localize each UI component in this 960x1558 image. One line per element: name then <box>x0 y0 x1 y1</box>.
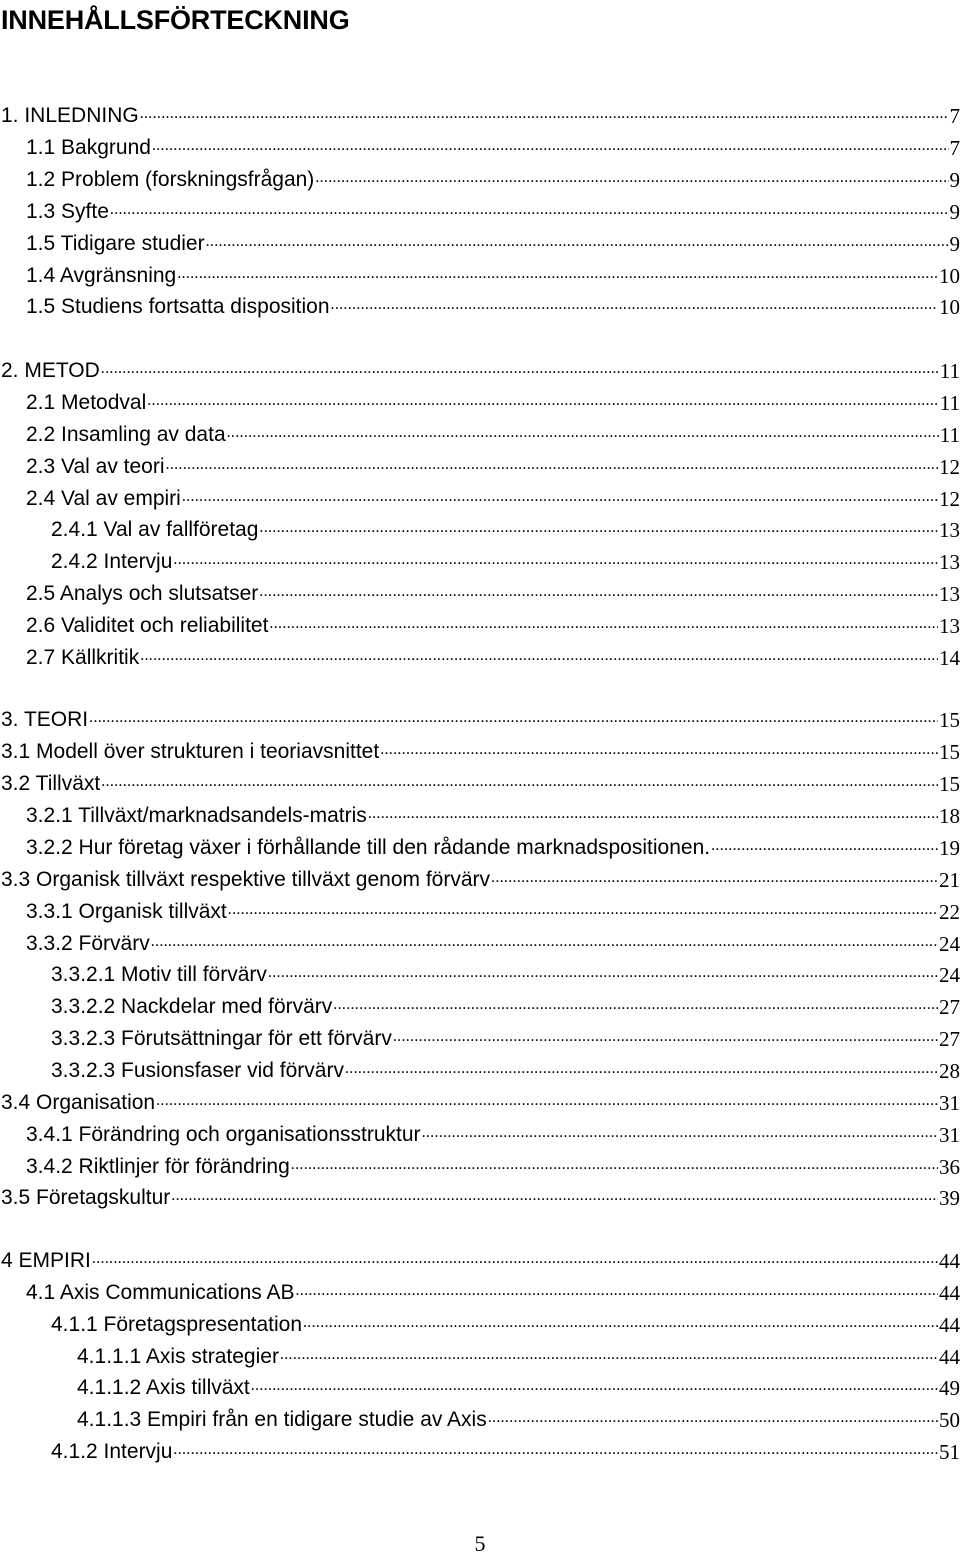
page-title: INNEHÅLLSFÖRTECKNING <box>1 5 350 35</box>
toc-entry-label: 3.2 Tillväxt <box>1 772 101 795</box>
dot-leader <box>303 1312 938 1334</box>
toc-entry[interactable] <box>1 1183 960 1213</box>
toc-entry-page: 7 <box>949 104 960 128</box>
toc-entry-page: 9 <box>949 200 960 224</box>
toc-entry-label: 3.3.2.1 Motiv till förvärv <box>51 963 267 986</box>
toc-entry-page: 50 <box>939 1408 960 1432</box>
toc-entry-label: 2.4 Val av empiri <box>26 487 181 510</box>
toc-entry-page: 11 <box>939 391 960 415</box>
toc-entry-page: 11 <box>939 423 960 447</box>
toc-entry[interactable] <box>51 547 960 577</box>
toc-entry[interactable] <box>26 133 960 163</box>
toc-entry-page: 24 <box>939 963 960 987</box>
dot-leader <box>331 294 938 316</box>
toc-entry[interactable] <box>26 292 960 322</box>
toc-entry-label: 1.5 Studiens fortsatta disposition <box>26 295 330 318</box>
toc-entry-label: 1. INLEDNING <box>1 104 139 127</box>
dot-leader <box>173 549 938 571</box>
toc-entry-label: 2.6 Validitet och reliabilitet <box>26 614 269 637</box>
toc-entry[interactable] <box>1 1088 960 1118</box>
dot-leader <box>89 707 938 729</box>
toc-entry-page: 15 <box>939 740 960 764</box>
toc-entry[interactable] <box>26 229 960 259</box>
dot-leader <box>166 454 938 476</box>
toc-entry-label: 3.3.2.2 Nackdelar med förvärv <box>51 995 333 1018</box>
toc-entry-label: 1.1 Bakgrund <box>26 136 151 159</box>
toc-entry-label: 2.4.2 Intervju <box>51 550 173 573</box>
toc-entry-page: 13 <box>939 550 960 574</box>
toc-entry-label: 2.1 Metodval <box>26 391 147 414</box>
toc-entry-label: 3.3.1 Organisk tillväxt <box>26 900 227 923</box>
toc-entry[interactable] <box>26 452 960 482</box>
toc-entry-teori[interactable] <box>1 705 960 735</box>
toc-entry-page: 21 <box>939 868 960 892</box>
dot-leader <box>333 994 938 1016</box>
toc-entry[interactable] <box>26 833 960 863</box>
toc-entry-label: 4.1.1.1 Axis strategier <box>77 1345 279 1368</box>
toc-entry-page: 36 <box>939 1155 960 1179</box>
dot-leader <box>280 1344 938 1366</box>
toc-entry-page: 44 <box>939 1281 960 1305</box>
toc-entry[interactable] <box>26 420 960 450</box>
toc-entry-label: 4.1 Axis Communications AB <box>26 1281 295 1304</box>
toc-entry[interactable] <box>26 643 960 673</box>
dot-leader <box>393 1026 938 1048</box>
toc-entry-label: 1.5 Tidigare studier <box>26 232 205 255</box>
dot-leader <box>177 263 938 285</box>
toc-entry-label: 3.3.2.3 Fusionsfaser vid förvärv <box>51 1059 344 1082</box>
dot-leader <box>92 1248 938 1270</box>
toc-entry-label: 3.5 Företagskultur <box>1 1186 171 1209</box>
toc-entry-page: 19 <box>939 836 960 860</box>
toc-entry-label: 2.7 Källkritik <box>26 646 140 669</box>
dot-leader <box>152 135 949 157</box>
toc-entry-label: 2.5 Analys och slutsatser <box>26 582 259 605</box>
toc-entry[interactable] <box>77 1342 960 1372</box>
toc-entry[interactable] <box>51 1024 960 1054</box>
toc-entry[interactable] <box>77 1373 960 1403</box>
toc-entry-label: 3.4.2 Riktlinjer för förändring <box>26 1155 290 1178</box>
toc-entry-page: 7 <box>949 136 960 160</box>
toc-entry[interactable] <box>77 1405 960 1435</box>
toc-entry-label: 3.1 Modell över strukturen i teoriavsnittet <box>1 740 380 763</box>
toc-entry-label: 4.1.1.3 Empiri från en tidigare studie av Axis <box>77 1408 487 1431</box>
toc-entry-label: 3.3 Organisk tillväxt respektive tillväxt genom förvärv <box>1 868 491 891</box>
toc-entry[interactable] <box>26 579 960 609</box>
dot-leader <box>101 358 939 380</box>
toc-entry[interactable] <box>26 388 960 418</box>
toc-entry-label: 1.3 Syfte <box>26 200 109 223</box>
dot-leader <box>291 1154 938 1176</box>
toc-entry-page: 27 <box>939 1027 960 1051</box>
dot-leader <box>295 1280 938 1302</box>
dot-leader <box>368 803 938 825</box>
toc-entry-page: 44 <box>939 1313 960 1337</box>
toc-entry[interactable] <box>26 1120 960 1150</box>
toc-entry-empiri[interactable] <box>1 1246 960 1276</box>
toc-entry-page: 49 <box>939 1376 960 1400</box>
toc-entry-label: 3. TEORI <box>1 708 89 731</box>
toc-entry-inledning[interactable] <box>1 101 960 131</box>
toc-entry[interactable] <box>26 929 960 959</box>
toc-entry[interactable] <box>51 1437 960 1467</box>
dot-leader <box>140 103 949 125</box>
toc-entry-label: 2.2 Insamling av data <box>26 423 226 446</box>
toc-entry-page: 12 <box>939 487 960 511</box>
dot-leader <box>110 199 949 221</box>
toc-entry-page: 22 <box>939 900 960 924</box>
toc-entry-label: 4.1.2 Intervju <box>51 1440 173 1463</box>
dot-leader <box>206 231 949 253</box>
toc-entry-label: 3.3.2.3 Förutsättningar för ett förvärv <box>51 1027 392 1050</box>
toc-entry-page: 28 <box>939 1059 960 1083</box>
toc-entry-label: 1.4 Avgränsning <box>26 264 177 287</box>
toc-entry-page: 31 <box>939 1123 960 1147</box>
toc-entry-label: 2.3 Val av teori <box>26 455 165 478</box>
dot-leader <box>491 867 938 889</box>
toc-entry-label: 3.4 Organisation <box>1 1091 156 1114</box>
toc-entry-page: 12 <box>939 455 960 479</box>
dot-leader <box>315 167 948 189</box>
dot-leader <box>711 835 938 857</box>
toc-entry-page: 13 <box>939 582 960 606</box>
dot-leader <box>101 771 938 793</box>
toc-entry[interactable] <box>26 897 960 927</box>
dot-leader <box>147 390 939 412</box>
toc-entry[interactable] <box>1 769 960 799</box>
toc-entry-page: 13 <box>939 518 960 542</box>
toc-entry[interactable] <box>26 1278 960 1308</box>
toc-entry-page: 31 <box>939 1091 960 1115</box>
toc-entry-label: 2. METOD <box>1 359 100 382</box>
toc-entry-page: 13 <box>939 614 960 638</box>
toc-entry-label: 3.4.1 Förändring och organisationsstruktur <box>26 1123 421 1146</box>
toc-entry[interactable] <box>26 484 960 514</box>
dot-leader <box>173 1439 938 1461</box>
toc-entry-page: 9 <box>949 168 960 192</box>
toc-entry[interactable] <box>26 1152 960 1182</box>
toc-entry-page: 44 <box>939 1345 960 1369</box>
toc-entry-label: 4.1.1.2 Axis tillväxt <box>77 1376 250 1399</box>
dot-leader <box>228 899 938 921</box>
toc-entry[interactable] <box>51 992 960 1022</box>
toc-entry[interactable] <box>51 1056 960 1086</box>
toc-entry-label: 3.3.2 Förvärv <box>26 932 150 955</box>
dot-leader <box>345 1058 938 1080</box>
toc-entry[interactable] <box>26 611 960 641</box>
toc-entry-page: 11 <box>939 359 960 383</box>
dot-leader <box>151 931 938 953</box>
toc-entry[interactable] <box>26 801 960 831</box>
toc-entry-label: 4 EMPIRI <box>1 1249 91 1272</box>
toc-entry-page: 39 <box>939 1186 960 1210</box>
dot-leader <box>182 486 938 508</box>
toc-entry-page: 9 <box>949 232 960 256</box>
toc-entry[interactable] <box>51 960 960 990</box>
toc-entry[interactable] <box>51 515 960 545</box>
toc-entry-page: 10 <box>939 295 960 319</box>
dot-leader <box>156 1090 938 1112</box>
toc-entry-page: 51 <box>939 1440 960 1464</box>
toc-entry[interactable] <box>1 865 960 895</box>
dot-leader <box>227 422 939 444</box>
toc-entry-page: 15 <box>939 772 960 796</box>
dot-leader <box>259 581 938 603</box>
toc-entry-page: 24 <box>939 932 960 956</box>
toc-entry[interactable] <box>51 1310 960 1340</box>
toc-entry-label: 3.2.1 Tillväxt/marknadsandels-matris <box>26 804 367 827</box>
dot-leader <box>251 1375 938 1397</box>
dot-leader <box>171 1185 938 1207</box>
dot-leader <box>380 739 938 761</box>
dot-leader <box>422 1122 938 1144</box>
toc-entry-page: 27 <box>939 995 960 1019</box>
toc-entry-label: 2.4.1 Val av fallföretag <box>51 518 259 541</box>
toc-entry-page: 10 <box>939 264 960 288</box>
toc-entry-label: 1.2 Problem (forskningsfrågan) <box>26 168 315 191</box>
toc-entry-label: 3.2.2 Hur företag växer i förhållande till den rådande marknadspositionen. <box>26 836 711 859</box>
toc-entry-metod[interactable] <box>1 356 960 386</box>
toc-entry[interactable] <box>26 197 960 227</box>
dot-leader <box>259 517 938 539</box>
toc-entry-page: 15 <box>939 708 960 732</box>
page-number: 5 <box>474 1531 486 1556</box>
dot-leader <box>269 613 938 635</box>
dot-leader <box>268 962 938 984</box>
dot-leader <box>140 645 938 667</box>
toc-entry-page: 18 <box>939 804 960 828</box>
toc-entry[interactable] <box>1 737 960 767</box>
dot-leader <box>488 1407 938 1429</box>
toc-entry-page: 44 <box>939 1249 960 1273</box>
toc-entry[interactable] <box>26 261 960 291</box>
toc-entry[interactable] <box>26 165 960 195</box>
toc-entry-label: 4.1.1 Företagspresentation <box>51 1313 302 1336</box>
toc-entry-page: 14 <box>939 646 960 670</box>
